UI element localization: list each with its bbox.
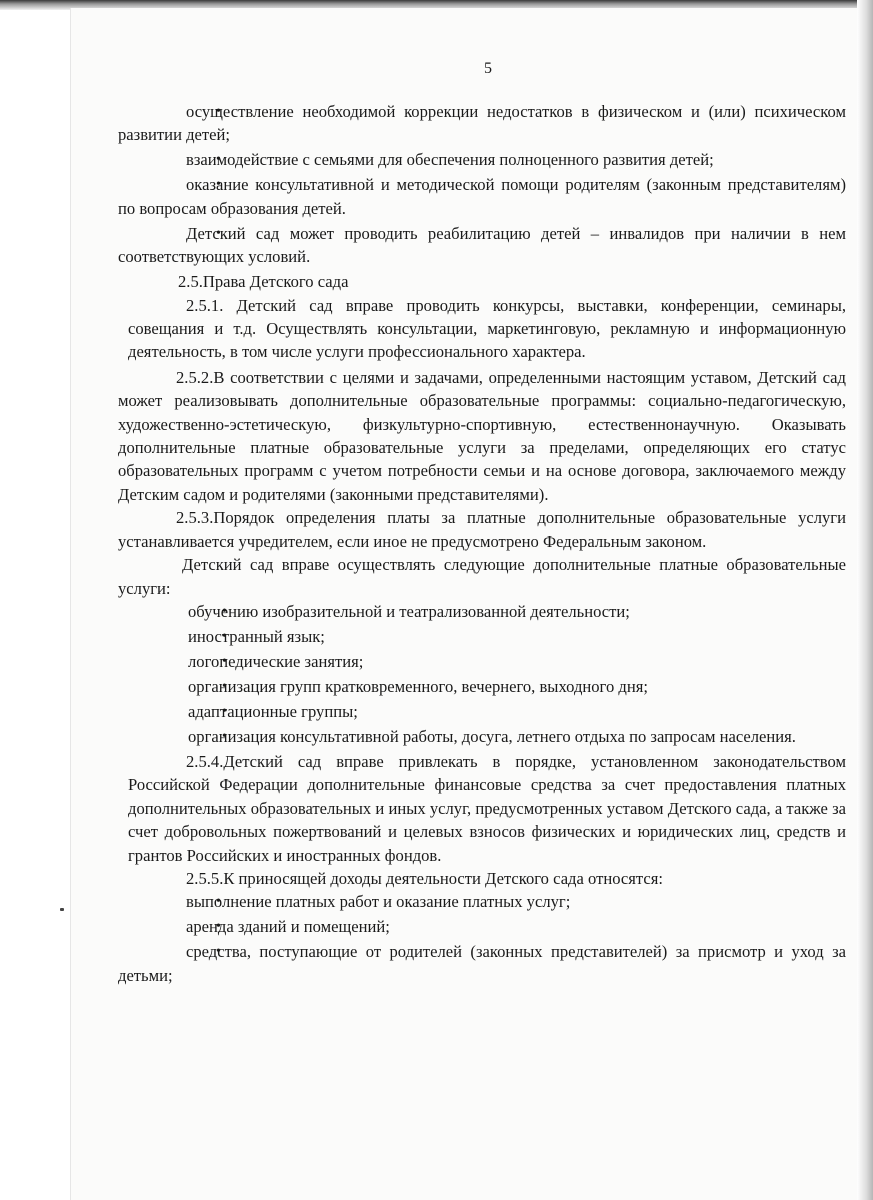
list-item: • средства, поступающие от родителей (законных представителей) за присмотр и уход за детьми; [118,940,846,987]
list-item: • организация консультативной работы, досуга, летнего отдыха по запросам населения. [118,725,846,748]
paragraph-2-5-1: 2.5.1. Детский сад вправе проводить конкурсы, выставки, конференции, семинары, совещания и т.д. Осуществлять консультации, маркетинговую, рекламную и информационную деятельность, в том числе услуги профессионального характера. [128,295,846,362]
paragraph-2-5-4: 2.5.4.Детский сад вправе привлекать в порядке, установленном законодательством Российской Федерации дополнительные финансовые средства за счет предоставления платных дополнительных образовательных и иных услуг, предусмотренных уставом Детского сада, а также за счет добровольных пожертвований и целевых взносов физических и юридических лиц, средств и грантов Российских и иностранных фондов. [128,751,846,865]
list-item: • логопедические занятия; [118,650,846,673]
margin-mark [60,908,64,911]
scan-right-edge [857,0,873,1200]
paragraph-2-5-5: 2.5.5.К приносящей доходы деятельности Детского сада относятся: [186,868,663,888]
list-item: • оказание консультативной и методической помощи родителям (законным представителям) по вопросам образования детей. [118,173,846,220]
list-item: • Детский сад может проводить реабилитацию детей – инвалидов при наличии в нем соответствующих условий. [118,222,846,269]
page-number: 5 [484,60,492,77]
list-item: • иностранный язык; [118,625,846,648]
list-item: • выполнение платных работ и оказание платных услуг; [118,890,846,913]
list-item: • осуществление необходимой коррекции недостатков в физическом и (или) психическом развитии детей; [118,100,846,147]
section-heading: 2.5.Права Детского сада [178,272,349,292]
list-item: • адаптационные группы; [118,700,846,723]
document-body [118,100,846,989]
paragraph-2-5-3: 2.5.3.Порядок определения платы за платные дополнительные образовательные услуги устанавливается учредителем, если иное не предусмотрено Федеральным законом. [118,508,846,551]
list-item: • организация групп кратковременного, вечернего, выходного дня; [118,675,846,698]
paragraph-services: Детский сад вправе осуществлять следующие дополнительные платные образовательные услуги: [118,555,846,598]
list-item: • аренда зданий и помещений; [118,915,846,938]
list-item: • взаимодействие с семьями для обеспечения полноценного развития детей; [118,148,846,171]
paragraph-2-5-2: 2.5.2.В соответствии с целями и задачами, определенными настоящим уставом, Детский сад может реализовывать дополнительные образовательные программы: социально-педагогическую, художественно-эстетическую, физкультурно-спортивную, естественнонаучную. Оказывать дополнительные платные образовательные услуги за пределами, определяющих его статус образовательных программ с учетом потребности семьи и на основе договора, заключаемого между Детским садом и родителями (законными представителями). [118,367,846,504]
list-item: • обучению изобразительной и театрализованной деятельности; [118,600,846,623]
